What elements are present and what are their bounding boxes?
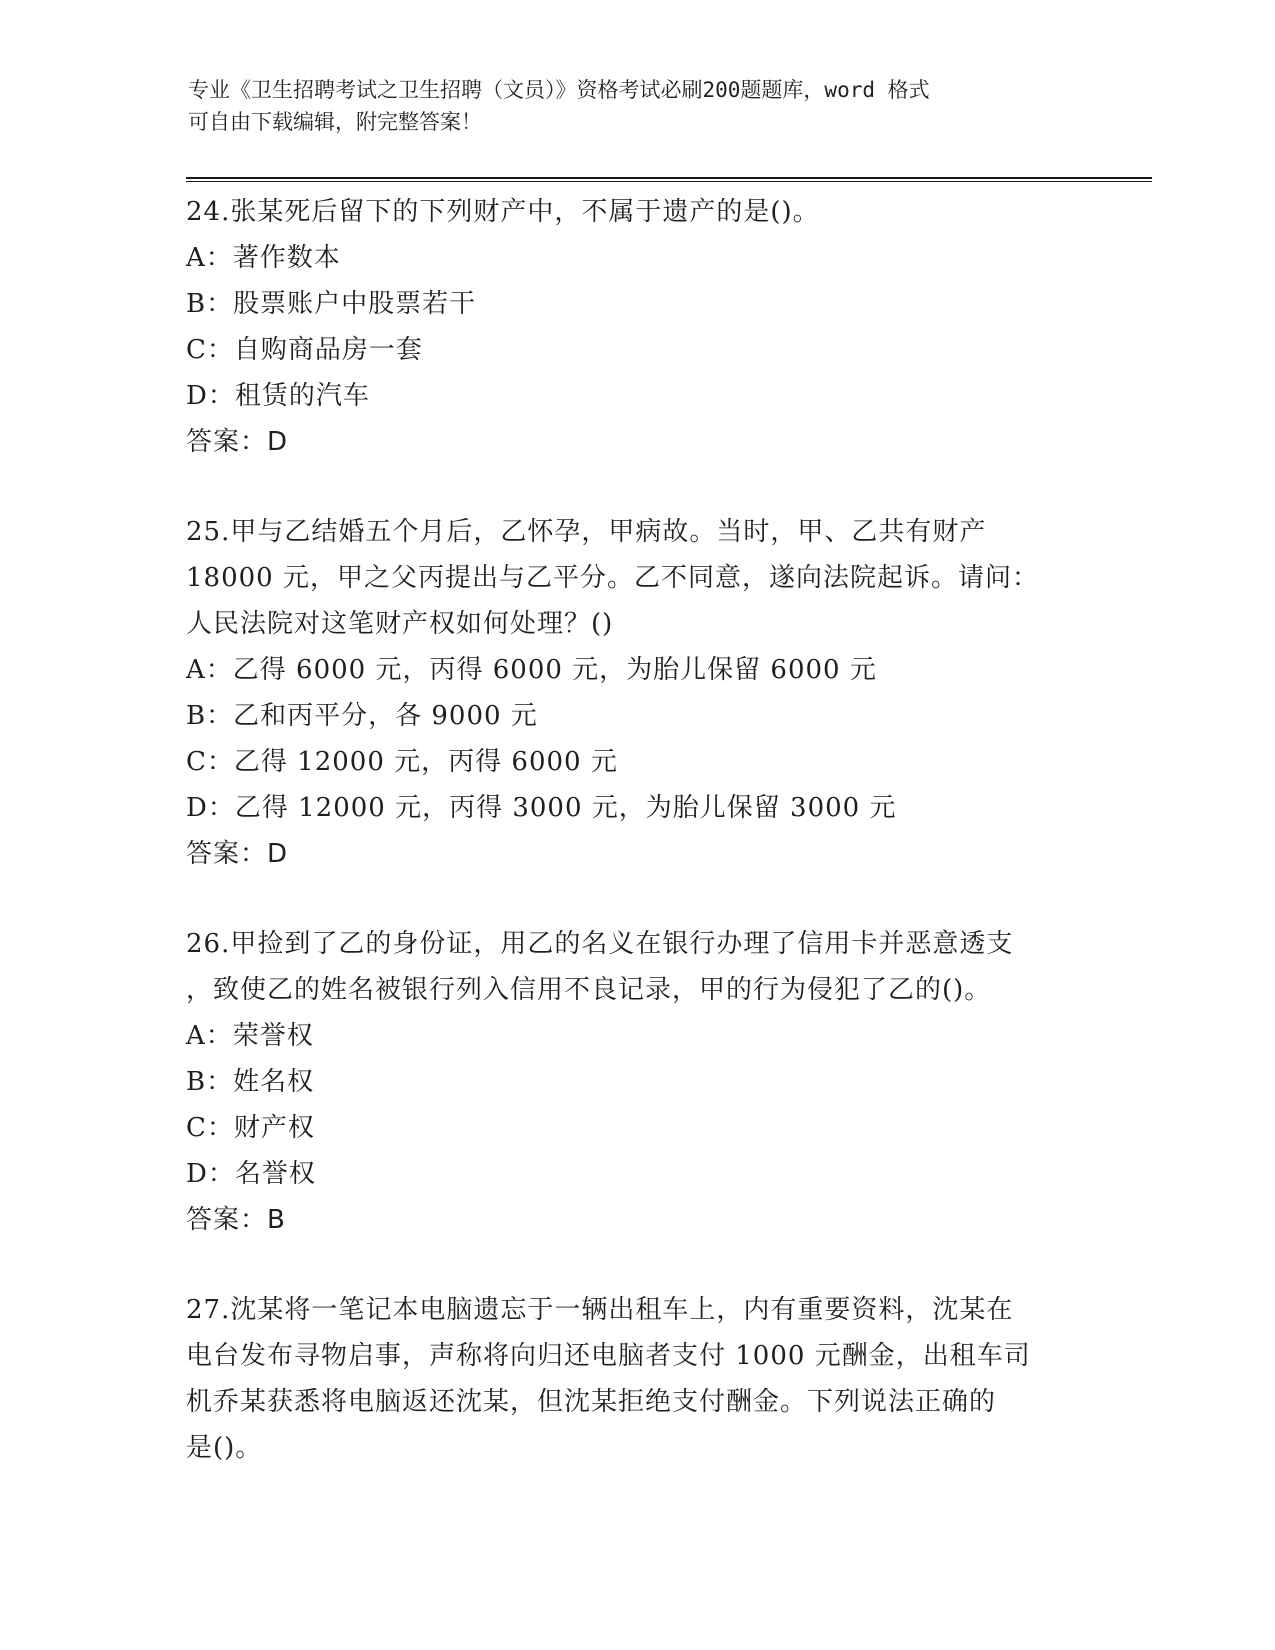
option-b: B：乙和丙平分，各 9000 元	[186, 701, 538, 731]
question-stem-line: 人民法院对这笔财产权如何处理？()	[186, 609, 614, 639]
option-b: B：姓名权	[186, 1067, 315, 1097]
option-d: D：租赁的汽车	[186, 381, 370, 411]
question-24	[186, 189, 1086, 465]
answer-label: 答案：B	[186, 1205, 286, 1235]
option-c: C：财产权	[186, 1113, 315, 1143]
question-27	[186, 1287, 1086, 1471]
answer-label: 答案：D	[186, 839, 289, 869]
option-c: C：乙得 12000 元，丙得 6000 元	[186, 747, 618, 777]
answer-label: 答案：D	[186, 427, 289, 457]
question-stem-line: 27.沈某将一笔记本电脑遗忘于一辆出租车上，内有重要资料，沈某在	[186, 1295, 1014, 1325]
option-a: A：乙得 6000 元，丙得 6000 元，为胎儿保留 6000 元	[186, 655, 877, 685]
option-d: D：乙得 12000 元，丙得 3000 元，为胎儿保留 3000 元	[186, 793, 897, 823]
question-stem-line: ，致使乙的姓名被银行列入信用不良记录，甲的行为侵犯了乙的()。	[186, 975, 992, 1005]
option-c: C：自购商品房一套	[186, 335, 423, 365]
option-a: A：荣誉权	[186, 1021, 314, 1051]
question-stem-line: 机乔某获悉将电脑返还沈某，但沈某拒绝支付酬金。下列说法正确的	[186, 1387, 997, 1417]
header-divider-thin	[186, 181, 1152, 182]
header-line-1: 专业《卫生招聘考试之卫生招聘（文员）》资格考试必刷200题题库，word 格式	[188, 78, 930, 102]
document-header	[188, 74, 1068, 138]
question-stem-line: 电台发布寻物启事，声称将向归还电脑者支付 1000 元酬金，出租车司	[186, 1341, 1031, 1371]
question-stem-line: 是()。	[186, 1433, 263, 1463]
question-stem-line: 25.甲与乙结婚五个月后，乙怀孕，甲病故。当时，甲、乙共有财产	[186, 517, 987, 547]
header-line-2: 可自由下载编辑，附完整答案！	[188, 110, 482, 134]
option-a: A：著作数本	[186, 243, 341, 273]
header-divider-thick	[186, 177, 1152, 179]
option-b: B：股票账户中股票若干	[186, 289, 477, 319]
question-25	[186, 509, 1086, 877]
question-stem-line: 24.张某死后留下的下列财产中，不属于遗产的是()。	[186, 197, 820, 227]
question-stem-line: 26.甲捡到了乙的身份证，用乙的名义在银行办理了信用卡并恶意透支	[186, 929, 1014, 959]
question-stem-line: 18000 元，甲之父丙提出与乙平分。乙不同意，遂向法院起诉。请问：	[186, 563, 1039, 593]
question-list	[186, 189, 1086, 1515]
question-26	[186, 921, 1086, 1243]
option-d: D：名誉权	[186, 1159, 316, 1189]
